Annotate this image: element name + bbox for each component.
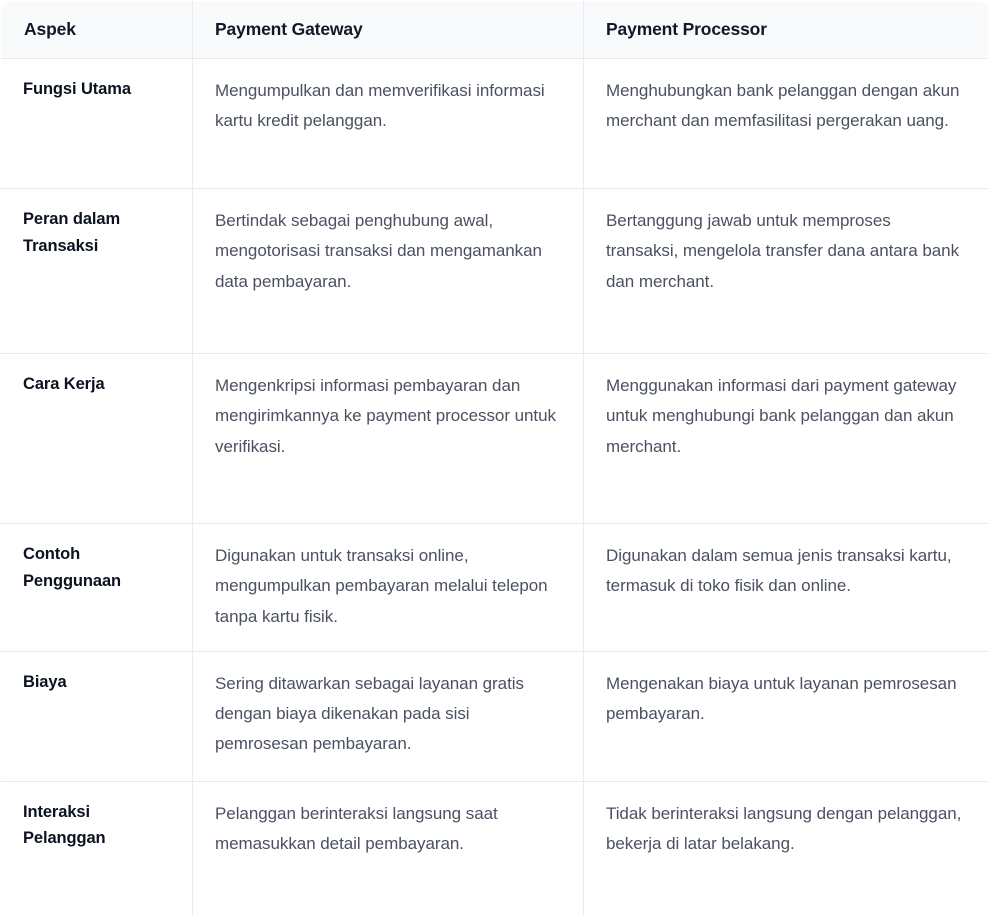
cell-payment-gateway xyxy=(193,189,584,354)
cell-payment-gateway xyxy=(193,59,584,189)
table-header-row xyxy=(1,1,988,59)
column-header-aspek: Aspek xyxy=(1,1,193,59)
table-header xyxy=(1,1,988,59)
table-row xyxy=(1,651,988,781)
cell-aspek xyxy=(1,781,193,916)
cell-payment-gateway xyxy=(193,781,584,916)
payment-gateway-text: Mengumpulkan dan memverifikasi informasi kartu kredit pelanggan. xyxy=(215,81,545,131)
column-header-payment-gateway: Payment Gateway xyxy=(193,1,584,59)
payment-gateway-text: Bertindak sebagai penghubung awal, mengotorisasi transaksi dan mengamankan data pembayaran. xyxy=(215,211,542,291)
payment-processor-text: Mengenakan biaya untuk layanan pemrosesan pembayaran. xyxy=(606,673,957,723)
payment-gateway-text: Pelanggan berinteraksi langsung saat memasukkan detail pembayaran. xyxy=(215,803,498,853)
table-row xyxy=(1,781,988,916)
table-row xyxy=(1,59,988,189)
payment-gateway-text: Digunakan untuk transaksi online, mengumpulkan pembayaran melalui telepon tanpa kartu fisik. xyxy=(215,546,548,626)
cell-aspek xyxy=(1,524,193,652)
payment-processor-text: Menghubungkan bank pelanggan dengan akun merchant dan memfasilitasi pergerakan uang. xyxy=(606,81,960,131)
payment-gateway-text: Mengenkripsi informasi pembayaran dan mengirimkannya ke payment processor untuk verifikasi. xyxy=(215,376,556,456)
table-row xyxy=(1,524,988,652)
payment-processor-text: Bertanggung jawab untuk memproses transaksi, mengelola transfer dana antara bank dan merchant. xyxy=(606,211,960,291)
cell-payment-processor xyxy=(584,59,988,189)
cell-payment-processor xyxy=(584,781,988,916)
aspek-label: Cara Kerja xyxy=(23,375,105,393)
aspek-label: Interaksi Pelanggan xyxy=(23,802,106,848)
cell-aspek xyxy=(1,354,193,524)
column-header-payment-processor: Payment Processor xyxy=(584,1,988,59)
cell-payment-processor xyxy=(584,189,988,354)
table-row xyxy=(1,354,988,524)
cell-payment-processor xyxy=(584,524,988,652)
cell-aspek xyxy=(1,59,193,189)
table-row xyxy=(1,189,988,354)
aspek-label: Peran dalam Transaksi xyxy=(23,210,121,255)
aspek-label: Contoh Penggunaan xyxy=(23,545,122,590)
cell-payment-processor xyxy=(584,354,988,524)
cell-aspek xyxy=(1,651,193,781)
aspek-label: Biaya xyxy=(23,672,67,691)
payment-processor-text: Tidak berinteraksi langsung dengan pelanggan, bekerja di latar belakang. xyxy=(606,803,962,853)
cell-payment-gateway xyxy=(193,354,584,524)
cell-aspek xyxy=(1,189,193,354)
cell-payment-gateway xyxy=(193,524,584,652)
cell-payment-processor xyxy=(584,651,988,781)
payment-processor-text: Menggunakan informasi dari payment gateway untuk menghubungi bank pelanggan dan akun merchant. xyxy=(606,376,957,456)
payment-processor-text: Digunakan dalam semua jenis transaksi kartu, termasuk di toko fisik dan online. xyxy=(606,546,952,596)
cell-payment-gateway xyxy=(193,651,584,781)
table-body xyxy=(1,59,988,916)
payment-gateway-text: Sering ditawarkan sebagai layanan gratis dengan biaya dikenakan pada sisi pemrosesan pembayaran. xyxy=(215,673,524,754)
aspek-label: Fungsi Utama xyxy=(23,80,131,98)
